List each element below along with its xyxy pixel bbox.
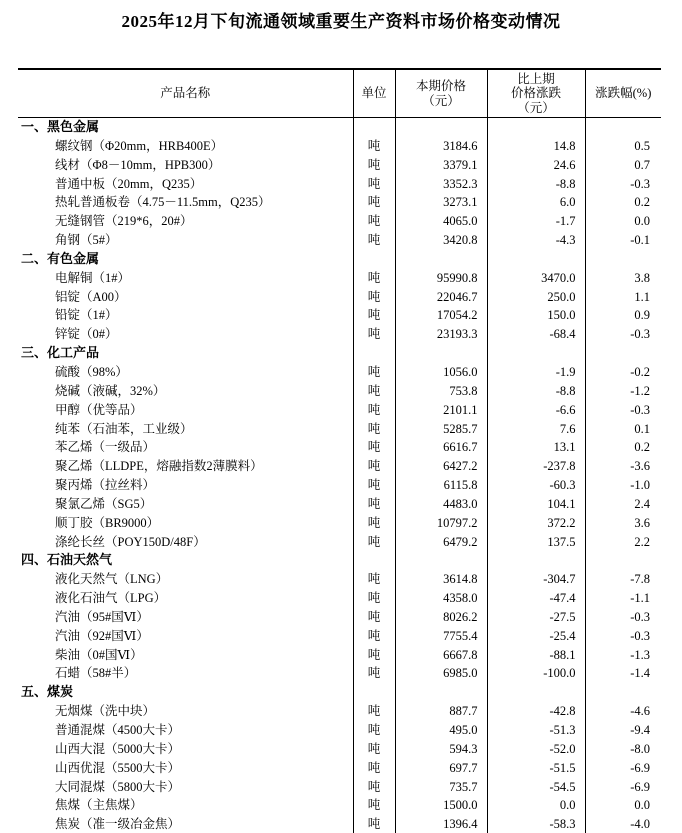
product-row bbox=[18, 702, 661, 721]
price-change-cell: -54.5 bbox=[487, 778, 585, 797]
current-price-cell: 887.7 bbox=[395, 702, 487, 721]
change-pct-cell: -4.6 bbox=[585, 702, 661, 721]
current-price-cell: 735.7 bbox=[395, 778, 487, 797]
product-name-cell: 顺丁胶（BR9000） bbox=[55, 515, 160, 530]
unit-cell bbox=[353, 250, 395, 269]
product-name-cell: 涤纶长丝（POY150D/48F） bbox=[55, 534, 206, 549]
price-change-cell: 7.6 bbox=[487, 420, 585, 439]
unit-cell: 吨 bbox=[353, 438, 395, 457]
product-name-cell: 铅锭（1#） bbox=[55, 308, 118, 323]
price-change-cell: -51.3 bbox=[487, 721, 585, 740]
current-price-cell: 3614.8 bbox=[395, 570, 487, 589]
current-price-cell: 6479.2 bbox=[395, 533, 487, 552]
price-change-cell: 13.1 bbox=[487, 438, 585, 457]
change-pct-cell: 3.6 bbox=[585, 514, 661, 533]
product-row bbox=[18, 306, 661, 325]
product-row bbox=[18, 815, 661, 833]
product-name-cell: 硫酸（98%） bbox=[55, 364, 128, 379]
unit-cell: 吨 bbox=[353, 740, 395, 759]
current-price-cell: 3420.8 bbox=[395, 231, 487, 250]
column-header-current-price bbox=[395, 69, 487, 118]
column-header-price-change bbox=[487, 69, 585, 118]
current-price-cell: 753.8 bbox=[395, 382, 487, 401]
change-pct-cell: 0.1 bbox=[585, 420, 661, 439]
change-pct-cell: 2.4 bbox=[585, 495, 661, 514]
unit-cell: 吨 bbox=[353, 815, 395, 833]
product-row bbox=[18, 269, 661, 288]
unit-cell: 吨 bbox=[353, 627, 395, 646]
current-price-cell: 6667.8 bbox=[395, 646, 487, 665]
unit-cell: 吨 bbox=[353, 193, 395, 212]
product-name-cell: 无烟煤（洗中块） bbox=[55, 704, 156, 719]
change-pct-cell: 0.0 bbox=[585, 796, 661, 815]
change-pct-cell: -6.9 bbox=[585, 759, 661, 778]
price-change-cell bbox=[487, 118, 585, 137]
unit-cell bbox=[353, 118, 395, 137]
change-pct-cell: 1.1 bbox=[585, 288, 661, 307]
product-name-cell: 普通中板（20mm，Q235） bbox=[55, 176, 203, 191]
product-name-cell: 山西大混（5000大卡） bbox=[55, 741, 181, 756]
product-row bbox=[18, 420, 661, 439]
unit-cell: 吨 bbox=[353, 646, 395, 665]
unit-cell: 吨 bbox=[353, 420, 395, 439]
header-line: （元） bbox=[517, 100, 555, 115]
product-name-cell: 液化天然气（LNG） bbox=[55, 572, 169, 587]
product-row bbox=[18, 721, 661, 740]
price-change-cell: -1.9 bbox=[487, 363, 585, 382]
change-pct-cell: -0.3 bbox=[585, 401, 661, 420]
product-name-cell: 纯苯（石油苯，工业级） bbox=[55, 421, 193, 436]
column-header-unit bbox=[353, 69, 395, 118]
page-title: 2025年12月下旬流通领域重要生产资料市场价格变动情况 bbox=[121, 12, 561, 31]
change-pct-cell: 0.5 bbox=[585, 137, 661, 156]
current-price-cell: 1056.0 bbox=[395, 363, 487, 382]
price-change-cell: 0.0 bbox=[487, 796, 585, 815]
price-change-cell: -88.1 bbox=[487, 646, 585, 665]
product-row bbox=[18, 514, 661, 533]
section-row bbox=[18, 118, 661, 137]
change-pct-cell: -1.1 bbox=[585, 589, 661, 608]
header-line: 涨跌幅(%) bbox=[595, 86, 652, 101]
unit-cell: 吨 bbox=[353, 269, 395, 288]
current-price-cell: 17054.2 bbox=[395, 306, 487, 325]
current-price-cell: 594.3 bbox=[395, 740, 487, 759]
product-row bbox=[18, 664, 661, 683]
product-name-cell: 柴油（0#国Ⅵ） bbox=[55, 647, 143, 662]
unit-cell: 吨 bbox=[353, 533, 395, 552]
section-category-cell: 一、黑色金属 bbox=[21, 119, 100, 134]
current-price-cell: 697.7 bbox=[395, 759, 487, 778]
product-row bbox=[18, 759, 661, 778]
current-price-cell: 7755.4 bbox=[395, 627, 487, 646]
product-name-cell: 焦炭（准一级冶金焦） bbox=[55, 817, 181, 832]
price-change-cell: 14.8 bbox=[487, 137, 585, 156]
change-pct-cell: 0.0 bbox=[585, 212, 661, 231]
product-name-cell: 聚乙烯（LLDPE，熔融指数2薄膜料） bbox=[55, 459, 263, 474]
section-row bbox=[18, 250, 661, 269]
price-change-cell: -51.5 bbox=[487, 759, 585, 778]
current-price-cell: 3379.1 bbox=[395, 156, 487, 175]
product-name-cell: 线材（Φ8－10mm，HPB300） bbox=[55, 157, 221, 172]
product-name-cell: 烧碱（液碱，32%） bbox=[55, 383, 166, 398]
product-name-cell: 液化石油气（LPG） bbox=[55, 591, 167, 606]
unit-cell: 吨 bbox=[353, 514, 395, 533]
section-row bbox=[18, 551, 661, 570]
price-change-cell: 6.0 bbox=[487, 193, 585, 212]
change-pct-cell bbox=[585, 683, 661, 702]
product-name-cell: 螺纹钢（Φ20mm，HRB400E） bbox=[55, 138, 224, 153]
price-change-cell: 250.0 bbox=[487, 288, 585, 307]
unit-cell: 吨 bbox=[353, 664, 395, 683]
change-pct-cell: -1.0 bbox=[585, 476, 661, 495]
change-pct-cell bbox=[585, 344, 661, 363]
current-price-cell: 495.0 bbox=[395, 721, 487, 740]
column-header-product-name bbox=[18, 69, 353, 118]
price-change-cell: -27.5 bbox=[487, 608, 585, 627]
product-row bbox=[18, 796, 661, 815]
unit-cell: 吨 bbox=[353, 476, 395, 495]
section-row bbox=[18, 683, 661, 702]
change-pct-cell: 0.9 bbox=[585, 306, 661, 325]
product-row bbox=[18, 740, 661, 759]
unit-cell bbox=[353, 344, 395, 363]
product-row bbox=[18, 589, 661, 608]
price-change-cell: 137.5 bbox=[487, 533, 585, 552]
price-change-cell: -60.3 bbox=[487, 476, 585, 495]
change-pct-cell: -0.3 bbox=[585, 175, 661, 194]
table-header bbox=[18, 69, 661, 118]
product-row bbox=[18, 363, 661, 382]
product-row bbox=[18, 212, 661, 231]
current-price-cell: 10797.2 bbox=[395, 514, 487, 533]
product-name-cell: 锌锭（0#） bbox=[55, 327, 118, 342]
price-change-cell: -237.8 bbox=[487, 457, 585, 476]
unit-cell: 吨 bbox=[353, 401, 395, 420]
unit-cell: 吨 bbox=[353, 363, 395, 382]
current-price-cell: 4358.0 bbox=[395, 589, 487, 608]
change-pct-cell bbox=[585, 118, 661, 137]
current-price-cell bbox=[395, 118, 487, 137]
product-row bbox=[18, 231, 661, 250]
product-row bbox=[18, 325, 661, 344]
change-pct-cell: -8.0 bbox=[585, 740, 661, 759]
change-pct-cell: -9.4 bbox=[585, 721, 661, 740]
change-pct-cell: -0.2 bbox=[585, 363, 661, 382]
product-row bbox=[18, 570, 661, 589]
change-pct-cell bbox=[585, 551, 661, 570]
current-price-cell: 3352.3 bbox=[395, 175, 487, 194]
price-change-cell: -1.7 bbox=[487, 212, 585, 231]
change-pct-cell: 0.2 bbox=[585, 193, 661, 212]
product-row bbox=[18, 476, 661, 495]
current-price-cell: 4065.0 bbox=[395, 212, 487, 231]
column-header-change-pct bbox=[585, 69, 661, 118]
product-row bbox=[18, 193, 661, 212]
product-name-cell: 普通混煤（4500大卡） bbox=[55, 723, 181, 737]
product-name-cell: 无缝钢管（219*6，20#） bbox=[55, 214, 193, 229]
unit-cell bbox=[353, 551, 395, 570]
product-name-cell: 苯乙烯（一级品） bbox=[55, 440, 156, 455]
current-price-cell: 1396.4 bbox=[395, 815, 487, 833]
unit-cell: 吨 bbox=[353, 306, 395, 325]
current-price-cell: 5285.7 bbox=[395, 420, 487, 439]
unit-cell: 吨 bbox=[353, 288, 395, 307]
change-pct-cell: -1.2 bbox=[585, 382, 661, 401]
current-price-cell: 3273.1 bbox=[395, 193, 487, 212]
product-row bbox=[18, 608, 661, 627]
current-price-cell bbox=[395, 683, 487, 702]
header-line: （元） bbox=[422, 93, 460, 108]
table-body bbox=[18, 118, 661, 833]
current-price-cell: 95990.8 bbox=[395, 269, 487, 288]
price-change-cell: -8.8 bbox=[487, 175, 585, 194]
product-row bbox=[18, 627, 661, 646]
change-pct-cell: 0.7 bbox=[585, 156, 661, 175]
unit-cell: 吨 bbox=[353, 495, 395, 514]
product-name-cell: 电解铜（1#） bbox=[55, 270, 131, 285]
unit-cell: 吨 bbox=[353, 137, 395, 156]
price-change-cell: -8.8 bbox=[487, 382, 585, 401]
change-pct-cell: -0.3 bbox=[585, 627, 661, 646]
price-change-cell bbox=[487, 344, 585, 363]
section-category-cell: 四、石油天然气 bbox=[21, 552, 113, 568]
table-container bbox=[18, 68, 661, 833]
product-name-cell: 山西优混（5500大卡） bbox=[55, 760, 181, 775]
product-row bbox=[18, 646, 661, 665]
product-row bbox=[18, 778, 661, 797]
product-row bbox=[18, 401, 661, 420]
unit-cell: 吨 bbox=[353, 212, 395, 231]
product-row bbox=[18, 382, 661, 401]
price-change-cell: 24.6 bbox=[487, 156, 585, 175]
current-price-cell: 6427.2 bbox=[395, 457, 487, 476]
product-name-cell: 汽油（95#国Ⅵ） bbox=[55, 609, 149, 624]
current-price-cell: 6115.8 bbox=[395, 476, 487, 495]
product-name-cell: 汽油（92#国Ⅵ） bbox=[55, 628, 149, 643]
price-change-cell: -304.7 bbox=[487, 570, 585, 589]
unit-cell: 吨 bbox=[353, 721, 395, 740]
section-category-cell: 二、有色金属 bbox=[21, 250, 100, 266]
unit-cell: 吨 bbox=[353, 759, 395, 778]
product-row bbox=[18, 288, 661, 307]
change-pct-cell: 0.2 bbox=[585, 438, 661, 457]
current-price-cell: 2101.1 bbox=[395, 401, 487, 420]
price-change-cell: -68.4 bbox=[487, 325, 585, 344]
current-price-cell bbox=[395, 551, 487, 570]
product-name-cell: 石蜡（58#半） bbox=[55, 666, 137, 681]
current-price-cell: 1500.0 bbox=[395, 796, 487, 815]
product-row bbox=[18, 137, 661, 156]
price-change-cell: -58.3 bbox=[487, 815, 585, 833]
change-pct-cell: 3.8 bbox=[585, 269, 661, 288]
header-row bbox=[18, 69, 661, 118]
product-name-cell: 铝锭（A00） bbox=[55, 289, 127, 304]
unit-cell: 吨 bbox=[353, 231, 395, 250]
current-price-cell: 4483.0 bbox=[395, 495, 487, 514]
current-price-cell bbox=[395, 344, 487, 363]
unit-cell: 吨 bbox=[353, 325, 395, 344]
header-line: 价格涨跌 bbox=[510, 86, 561, 101]
unit-cell: 吨 bbox=[353, 175, 395, 194]
product-name-cell: 大同混煤（5800大卡） bbox=[55, 779, 181, 794]
price-change-cell bbox=[487, 683, 585, 702]
change-pct-cell: 2.2 bbox=[585, 533, 661, 552]
section-category-cell: 三、化工产品 bbox=[21, 345, 100, 361]
unit-cell: 吨 bbox=[353, 778, 395, 797]
price-change-cell: -25.4 bbox=[487, 627, 585, 646]
unit-cell: 吨 bbox=[353, 570, 395, 589]
current-price-cell: 6985.0 bbox=[395, 664, 487, 683]
header-line: 本期价格 bbox=[415, 79, 466, 93]
current-price-cell: 3184.6 bbox=[395, 137, 487, 156]
price-change-cell: -6.6 bbox=[487, 401, 585, 420]
price-change-cell: 372.2 bbox=[487, 514, 585, 533]
unit-cell: 吨 bbox=[353, 156, 395, 175]
current-price-cell: 8026.2 bbox=[395, 608, 487, 627]
price-change-cell bbox=[487, 551, 585, 570]
header-line: 单位 bbox=[361, 86, 387, 101]
unit-cell: 吨 bbox=[353, 796, 395, 815]
price-change-cell: 3470.0 bbox=[487, 269, 585, 288]
unit-cell: 吨 bbox=[353, 702, 395, 721]
product-name-cell: 甲醇（优等品） bbox=[55, 402, 143, 417]
current-price-cell: 22046.7 bbox=[395, 288, 487, 307]
product-name-cell: 聚氯乙烯（SG5） bbox=[55, 496, 153, 511]
unit-cell: 吨 bbox=[353, 457, 395, 476]
product-name-cell: 热轧普通板卷（4.75－11.5mm，Q235） bbox=[55, 195, 271, 210]
product-name-cell: 聚丙烯（拉丝料） bbox=[55, 478, 156, 493]
price-change-cell: -100.0 bbox=[487, 664, 585, 683]
product-name-cell: 焦煤（主焦煤） bbox=[55, 798, 143, 813]
product-row bbox=[18, 457, 661, 476]
price-change-cell: -47.4 bbox=[487, 589, 585, 608]
unit-cell: 吨 bbox=[353, 382, 395, 401]
change-pct-cell: -6.9 bbox=[585, 778, 661, 797]
unit-cell: 吨 bbox=[353, 608, 395, 627]
current-price-cell: 23193.3 bbox=[395, 325, 487, 344]
header-line: 比上期 bbox=[517, 71, 555, 86]
product-row bbox=[18, 495, 661, 514]
price-change-cell: 104.1 bbox=[487, 495, 585, 514]
product-name-cell: 角钢（5#） bbox=[55, 233, 118, 248]
price-change-cell: -42.8 bbox=[487, 702, 585, 721]
current-price-cell bbox=[395, 250, 487, 269]
change-pct-cell bbox=[585, 250, 661, 269]
price-change-cell: -52.0 bbox=[487, 740, 585, 759]
price-table bbox=[18, 68, 661, 833]
price-change-cell: 150.0 bbox=[487, 306, 585, 325]
change-pct-cell: -1.3 bbox=[585, 646, 661, 665]
header-line: 产品名称 bbox=[160, 86, 211, 101]
current-price-cell: 6616.7 bbox=[395, 438, 487, 457]
price-change-cell: -4.3 bbox=[487, 231, 585, 250]
product-row bbox=[18, 533, 661, 552]
change-pct-cell: -0.3 bbox=[585, 608, 661, 627]
change-pct-cell: -0.3 bbox=[585, 325, 661, 344]
change-pct-cell: -3.6 bbox=[585, 457, 661, 476]
unit-cell bbox=[353, 683, 395, 702]
change-pct-cell: -1.4 bbox=[585, 664, 661, 683]
section-category-cell: 五、煤炭 bbox=[21, 684, 74, 700]
product-row bbox=[18, 175, 661, 194]
section-row bbox=[18, 344, 661, 363]
price-change-cell bbox=[487, 250, 585, 269]
unit-cell: 吨 bbox=[353, 589, 395, 608]
product-row bbox=[18, 438, 661, 457]
product-row bbox=[18, 156, 661, 175]
change-pct-cell: -4.0 bbox=[585, 815, 661, 833]
change-pct-cell: -7.8 bbox=[585, 570, 661, 589]
change-pct-cell: -0.1 bbox=[585, 231, 661, 250]
